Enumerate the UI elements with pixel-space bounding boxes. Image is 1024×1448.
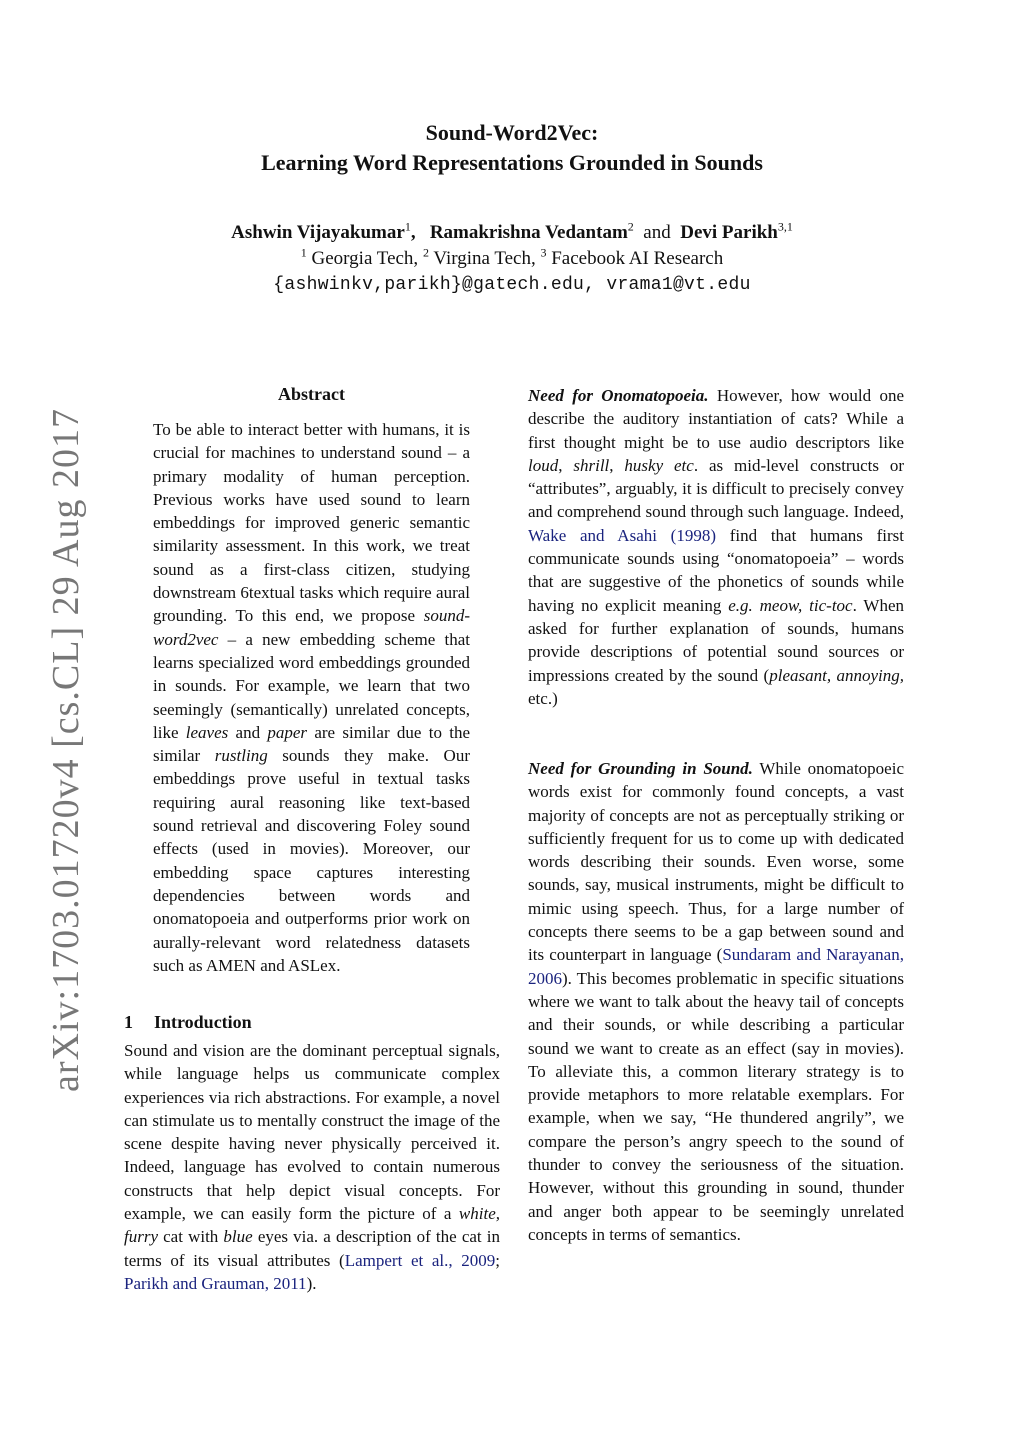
citation-wake-open: ( [656, 525, 677, 545]
arxiv-stamp: arXiv:1703.01720v4 [cs.CL] 29 Aug 2017 [45, 408, 87, 1092]
onomatopoeia-runin-heading: Need for Onomatopoeia. [528, 386, 709, 405]
affiliations [0, 246, 1024, 272]
author-1: Ashwin Vijayakumar [231, 222, 405, 243]
grounding-text-1: While onomatopoeic words exist for commonly found concepts, a vast majority of concepts are not as perceptually striking or sufficiently frequent for us to come up with dedicated words describing their sounds. Even worse, some sounds, say, musical instruments, might be difficult to mimic using speech. Thus, for a large number of concepts there seems to be a gap between sound and its counterpart in language ( [528, 759, 904, 965]
section-number: 1 [124, 1012, 133, 1032]
abstract-em-1: sound-word2vec [153, 606, 470, 649]
citation-lampert-name: Lampert et al. [344, 1250, 449, 1270]
abstract-text-3: and [228, 722, 268, 742]
citation-sundaram-name: Sundaram and Narayanan [722, 945, 900, 965]
intro-text-2: cat with [158, 1227, 224, 1247]
citation-sundaram-sep: , [899, 945, 904, 965]
aff-1-mark: 1 [300, 245, 307, 260]
onomatopoeia-text-1: However, how would one describe the auditory instantiation of cats? While a first thought might be to use audio descriptors like [528, 386, 904, 452]
author-names [0, 220, 1024, 246]
author-and: and [643, 222, 671, 243]
grounding-runin-heading: Need for Grounding in Sound. [528, 759, 753, 778]
citation-wake-name: Wake and Asahi [528, 525, 657, 545]
title-line-2: Learning Word Representations Grounded in Sounds [261, 150, 763, 175]
intro-em-2: blue [223, 1227, 253, 1247]
aff-3-mark: 3 [540, 245, 547, 260]
onomatopoeia-comma-2: , [609, 455, 625, 475]
onomatopoeia-em-pleasant: pleasant, annoying, [769, 665, 904, 685]
intro-text-1: Sound and vision are the dominant perceptual signals, while language helps us communicate complex experiences via rich abstractions. For example, a novel can stimulate us to mentally construct the image of the scene despite having never physically perceived it. Indeed, language has evolved to contain numerous constructs that help depict visual concepts. For example, we can easily form the picture of a [124, 1041, 500, 1224]
citation-lampert[interactable] [345, 1251, 496, 1270]
section-heading-introduction [124, 1012, 252, 1033]
intro-text-4: ). [306, 1273, 317, 1293]
citation-wake-close: ) [710, 525, 717, 545]
citation-parikh-year: 2011 [273, 1273, 307, 1293]
citation-lampert-year: 2009 [461, 1250, 496, 1270]
grounding-text-2: ). This becomes problematic in specific situations where we want to talk about the heavy tail of concepts and their sounds, or while describing a particular sound we want to create as an effect (say in movies). To alleviate this, a common literary strategy is to provide metaphors to more relatable exemplars. For example, when we say, “He thundered angrily”, we compare the person’s angry speech to the sound of thunder to convey the seriousness of the situation. However, without this grounding in sound, thunder and anger both appear to be seemingly unrelated concepts in terms of semantics. [528, 968, 904, 1244]
grounding-paragraph [528, 757, 904, 1246]
onomatopoeia-text-5: etc.) [528, 688, 558, 708]
citation-wake-year: 1998 [676, 525, 711, 545]
title-line-1: Sound-Word2Vec: [425, 120, 599, 145]
onomatopoeia-em-shrill: shrill [573, 455, 610, 475]
author-1-affiliation: 1 [404, 219, 411, 234]
abstract-text-4: are similar due to the similar [153, 722, 470, 766]
abstract-em-2: leaves [185, 722, 229, 742]
abstract-text-2: – a new embedding scheme that learns specialized word embeddings grounded in sounds. For example, we learn that two seemingly (semantically) unrelated concepts, like [153, 629, 470, 742]
author-3-affiliation: 3,1 [777, 219, 793, 234]
onomatopoeia-em-husky: husky etc [624, 455, 694, 475]
onomatopoeia-em-loud: loud [528, 455, 559, 475]
author-block [0, 220, 1024, 298]
intro-text-3: eyes via. a description of the cat in terms of its visual attributes ( [124, 1227, 500, 1270]
citation-parikh-name: Parikh and Grauman [124, 1273, 265, 1293]
abstract-text-5: sounds they make. Our embeddings prove useful in textual tasks requiring aural reasoning like text-based sound retrieval and discovering Foley sound effects (used in movies). Moreover, our embedding space captures interesting dependencies between words and onomatopoeia and outperforms prior work on aurally-relevant word relatedness datasets such as AMEN and ASLex. [153, 746, 470, 975]
onomatopoeia-text-3: find that humans first communicate sounds using “onomatopoeia” – words that are suggestive of the phonetics of sounds while having no explicit meaning [528, 525, 904, 615]
aff-2-mark: 2 [422, 245, 429, 260]
citation-lampert-sep: , [448, 1250, 462, 1270]
intro-em-1: white, furry [124, 1204, 500, 1247]
citation-wake-asahi[interactable] [528, 526, 716, 545]
abstract-em-3: paper [267, 722, 308, 742]
aff-3: Facebook AI Research [551, 248, 724, 269]
onomatopoeia-text-4: . When asked for further explanation of sounds, humans provide descriptions of potential sound sources or impressions created by the sound ( [528, 595, 904, 685]
author-comma: , [410, 222, 416, 243]
introduction-paragraph [124, 1039, 500, 1295]
abstract-body [153, 418, 470, 977]
citation-separator: ; [495, 1250, 500, 1270]
onomatopoeia-em-eg: e.g. meow, tic-toc [728, 595, 853, 615]
onomatopoeia-paragraph [528, 384, 904, 710]
onomatopoeia-comma-1: , [558, 455, 574, 475]
author-2: Ramakrishna Vedantam [429, 222, 628, 243]
author-2-affiliation: 2 [627, 219, 634, 234]
author-3: Devi Parikh [680, 222, 778, 243]
onomatopoeia-text-2: . as mid-level constructs or “attributes”, arguably, it is difficult to precisely convey and comprehend sound through such language. Indeed, [528, 455, 905, 522]
abstract-em-4: rustling [214, 746, 268, 766]
citation-parikh[interactable] [124, 1274, 307, 1293]
aff-2: Virgina Tech, [433, 248, 536, 269]
author-emails: {ashwinkv,parikh}@gatech.edu, vrama1@vt.edu [273, 275, 751, 295]
abstract-heading: Abstract [278, 384, 345, 404]
section-title: Introduction [154, 1012, 252, 1032]
citation-parikh-sep: , [264, 1273, 274, 1293]
abstract-text-1: To be able to interact better with humans, it is crucial for machines to understand sound – a primary modality of human perception. Previous works have used sound to learn embeddings for improved generic semantic similarity assessment. In this work, we treat sound as a first-class citizen, studying downstream 6textual tasks which require aural grounding. To this end, we propose [153, 420, 470, 626]
citation-sundaram-year: 2006 [528, 968, 562, 988]
aff-1: Georgia Tech, [311, 248, 419, 269]
paper-title [0, 118, 1024, 178]
